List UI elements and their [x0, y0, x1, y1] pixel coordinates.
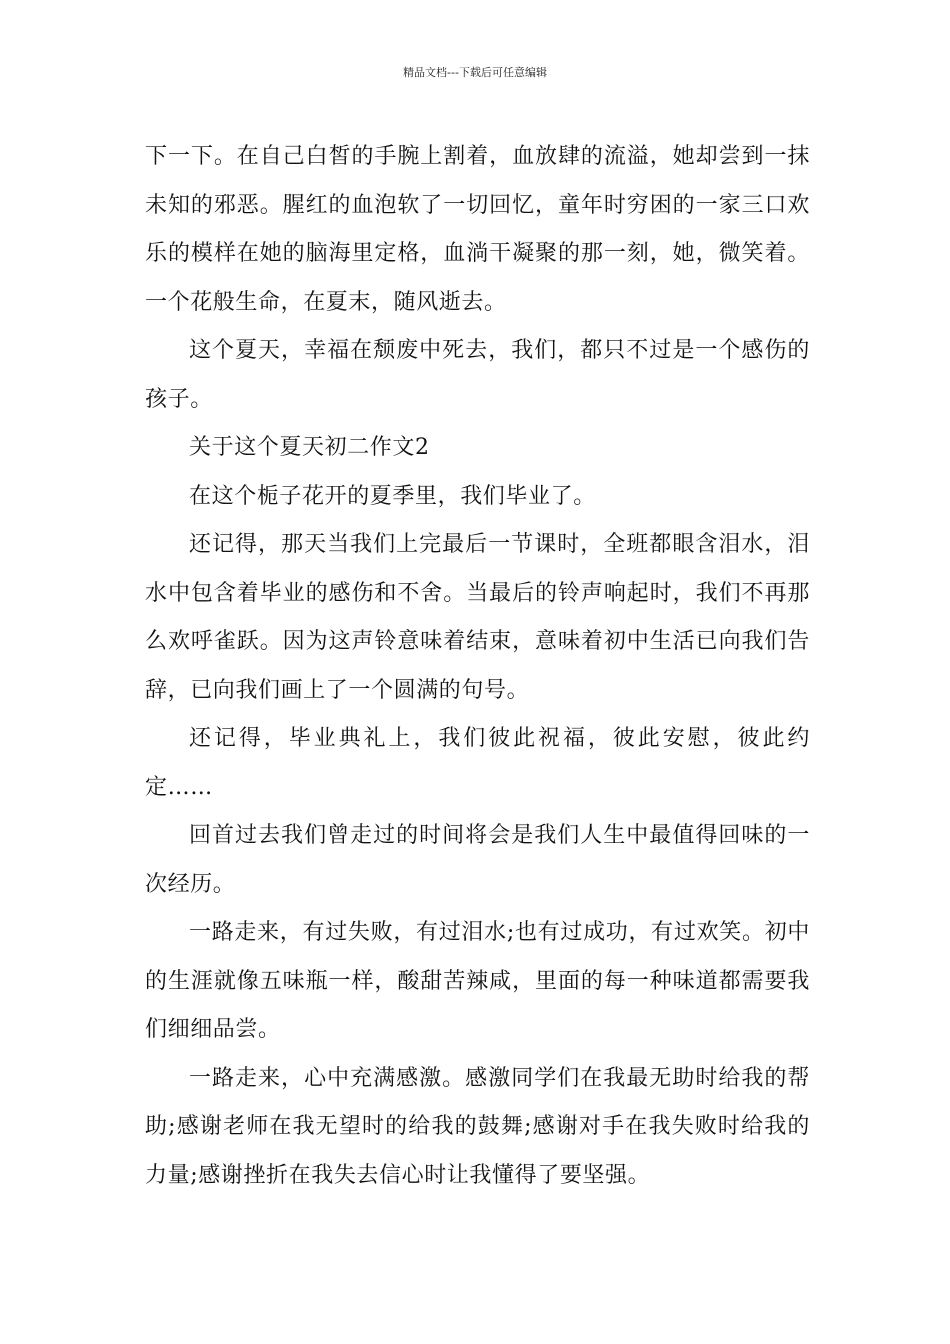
- paragraph: 在这个栀子花开的夏季里，我们毕业了。: [189, 483, 596, 509]
- section-title: 关于这个夏天初二作文2: [189, 435, 430, 460]
- paragraph: 还记得，那天当我们上完最后一节课时，全班都眼含泪水，泪水中包含着毕业的感伤和不舍。当最后的铃声响起时，我们不再那么欢呼雀跃。因为这声铃意味着结束，意味着初中生活已向我们告辞，已向我们画上了一个圆满的句号。: [145, 532, 810, 703]
- paragraph: 这个夏天，幸福在颓废中死去，我们，都只不过是一个感伤的孩子。: [145, 338, 810, 412]
- paragraph: 还记得，毕业典礼上，我们彼此祝福，彼此安慰，彼此约定……: [145, 726, 810, 800]
- paragraph: 一路走来，有过失败，有过泪水;也有过成功，有过欢笑。初中的生涯就像五味瓶一样，酸甜苦辣咸，里面的每一种味道都需要我们细细品尝。: [145, 920, 810, 1042]
- paragraph: 回首过去我们曾走过的时间将会是我们人生中最值得回味的一次经历。: [145, 823, 810, 897]
- document-body: [145, 133, 810, 1200]
- paragraph-continuation: 下一下。在自己白皙的手腕上割着，血放肆的流溢，她却尝到一抹未知的邪恶。腥红的血泡软了一切回忆，童年时穷困的一家三口欢乐的模样在她的脑海里定格，血淌干凝聚的那一刻，她，微笑着。一个花般生命，在夏末，随风逝去。: [145, 144, 810, 315]
- page-header: 精品文档---下载后可任意编辑: [403, 66, 547, 79]
- paragraph: 一路走来，心中充满感激。感激同学们在我最无助时给我的帮助;感谢老师在我无望时的给我的鼓舞;感谢对手在我失败时给我的力量;感谢挫折在我失去信心时让我懂得了要坚强。: [145, 1065, 810, 1188]
